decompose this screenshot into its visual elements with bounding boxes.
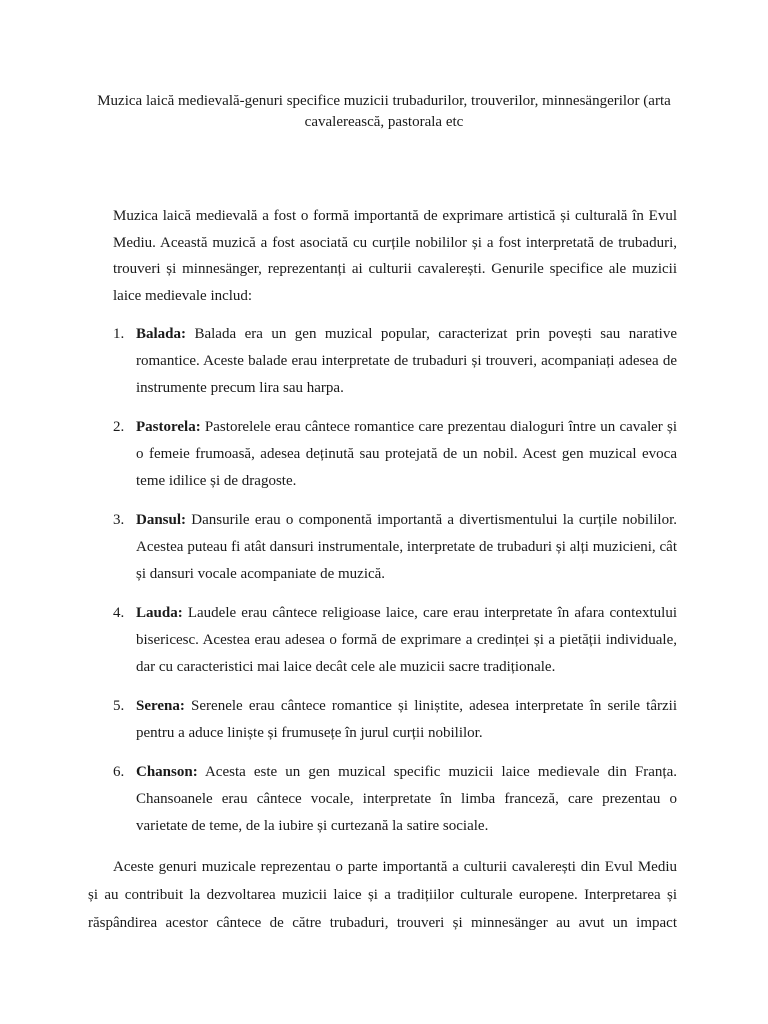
genre-term: Serena:	[136, 698, 185, 714]
list-item	[113, 507, 677, 588]
genre-term: Dansul:	[136, 512, 187, 528]
intro-paragraph: Muzica laică medievală a fost o formă importantă de exprimare artistică și culturală în Evul Mediu. Această muzică a fost asociată cu curțile nobililor și a fost interpretată de trubaduri, trouveri și minnesänger, reprezentanți ai culturii cavalerești. Genurile specifice ale muzicii laice medievale includ:	[113, 208, 677, 304]
list-item-number: 6.	[113, 764, 125, 780]
list-item-number: 4.	[113, 605, 125, 621]
list-item-number: 3.	[113, 512, 125, 528]
genre-description: Pastorelele erau cântece romantice care prezentau dialoguri între un cavaler și o femeie frumoasă, adesea deținută sau protejată de un nobil. Acest gen muzical evoca teme idilice și de dragoste.	[136, 419, 677, 489]
genre-term: Chanson:	[136, 764, 198, 780]
genre-description: Laudele erau cântece religioase laice, care erau interpretate în afara contextului bisericesc. Acestea erau adesea o formă de exprimare a credinței și a pietății individuale, dar cu caracteristici mai laice decât cele ale muzicii sacre tradiționale.	[136, 605, 677, 675]
list-item	[113, 414, 677, 495]
document-title: Muzica laică medievală-genuri specifice muzicii trubadurilor, trouverilor, minnesängerilor (arta cavalerească, pastorala etc	[97, 93, 671, 130]
genre-term: Lauda:	[136, 605, 183, 621]
conclusion-paragraph: Aceste genuri muzicale reprezentau o parte importantă a culturii cavalerești din Evul Mediu și au contribuit la dezvoltarea muzicii laice și a tradițiilor culturale europene. Interpretarea și răspândirea acestor cântece de către trubaduri, trouveri și minnesänger au avut un impact	[88, 859, 677, 931]
genre-term: Pastorela:	[136, 419, 201, 435]
genre-description: Dansurile erau o componentă importantă a divertismentului la curțile nobililor. Acestea puteau fi atât dansuri instrumentale, interpretate de trubaduri și alți muzicieni, cât și dansuri vocale acompaniate de muzică.	[136, 512, 677, 582]
list-item	[113, 693, 677, 747]
genres-list	[113, 321, 677, 852]
genre-term: Balada:	[136, 326, 187, 342]
genre-description: Acesta este un gen muzical specific muzicii laice medievale din Franța. Chansoanele erau cântece vocale, interpretate în limba franceză, care prezentau o varietate de teme, de la iubire și curtezană la satire sociale.	[136, 764, 677, 834]
list-item	[113, 759, 677, 840]
genre-description: Balada era un gen muzical popular, caracterizat prin povești sau narative romantice. Aceste balade erau interpretate de trubaduri și trouveri, acompaniați adesea de instrumente precum lira sau harpa.	[136, 326, 677, 396]
list-item-number: 5.	[113, 698, 125, 714]
list-item-number: 1.	[113, 326, 125, 342]
list-item-number: 2.	[113, 419, 125, 435]
list-item	[113, 600, 677, 681]
list-item	[113, 321, 677, 402]
genre-description: Serenele erau cântece romantice și liniștite, adesea interpretate în serile târzii pentru a aduce liniște și frumusețe în jurul curții nobililor.	[136, 698, 677, 741]
